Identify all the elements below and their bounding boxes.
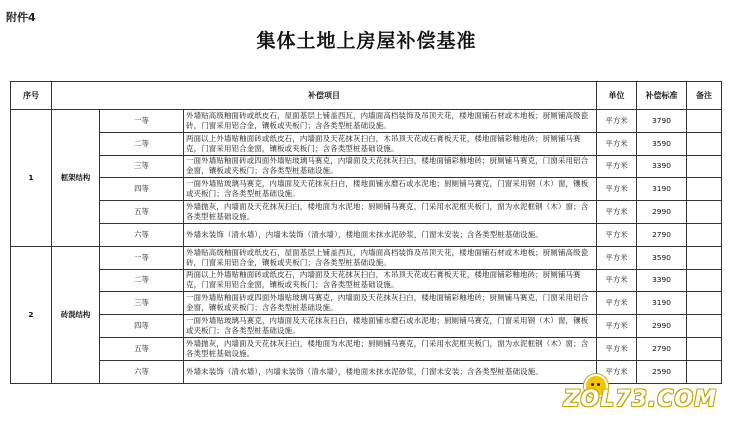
unit-cell: 平方米 xyxy=(597,110,637,133)
description-cell: 外墙未装饰（清水墙），内墙未装饰（清水墙），楼地面未抹水泥砂浆，门窗未安装；含各类型桩基础设施。 xyxy=(184,360,597,383)
unit-cell: 平方米 xyxy=(597,132,637,155)
table-row xyxy=(11,269,722,292)
table-row xyxy=(11,110,722,133)
description-cell: 两面以上外墙贴釉面砖或纸皮石，内墙面及天花抹灰扫白，木吊顶天花或石膏板天花，楼地面铺彩釉地砖；厨厕铺马赛克，门窗采用铝合金窗，镶板或夹板门；含各类型桩基础设施。 xyxy=(184,269,597,292)
unit-cell: 平方米 xyxy=(597,223,637,246)
watermark: ZOL73.COM xyxy=(563,387,717,412)
grade-cell: 二等 xyxy=(100,132,184,155)
note-cell xyxy=(687,292,722,315)
table-row xyxy=(11,360,722,383)
price-cell: 3590 xyxy=(637,246,687,269)
table-row xyxy=(11,292,722,315)
price-cell: 2790 xyxy=(637,337,687,360)
header-note: 备注 xyxy=(687,82,722,110)
note-cell xyxy=(687,223,722,246)
note-cell xyxy=(687,269,722,292)
unit-cell: 平方米 xyxy=(597,360,637,383)
header-seq: 序号 xyxy=(11,82,52,110)
price-cell: 2790 xyxy=(637,223,687,246)
grade-cell: 三等 xyxy=(100,155,184,178)
price-cell: 2990 xyxy=(637,201,687,224)
note-cell xyxy=(687,246,722,269)
unit-cell: 平方米 xyxy=(597,201,637,224)
grade-cell: 一等 xyxy=(100,246,184,269)
table-row xyxy=(11,132,722,155)
grade-cell: 一等 xyxy=(100,110,184,133)
table-row xyxy=(11,201,722,224)
unit-cell: 平方米 xyxy=(597,178,637,201)
note-cell xyxy=(687,315,722,338)
structure-type: 框架结构 xyxy=(52,110,100,247)
description-cell: 一面外墙贴玻璃马赛克，内墙面及天花抹灰扫白，楼地面铺水磨石或水泥地；厨厕铺马赛克，门窗采用钢（木）窗，镶板或夹板门；含各类型桩基础设施。 xyxy=(184,178,597,201)
description-cell: 一面外墙贴釉面砖或四面外墙贴玻璃马赛克，内墙面及天花抹灰扫白，楼地面铺彩釉地砖；厨厕铺马赛克，门窗采用铝合金窗，镶板或夹板门；含各类型桩基础设施。 xyxy=(184,292,597,315)
table-row xyxy=(11,155,722,178)
group-seq: 2 xyxy=(11,246,52,383)
grade-cell: 六等 xyxy=(100,223,184,246)
description-cell: 外墙抛灰，内墙面及天花抹灰扫白，楼地面为水泥地；厨厕铺马赛克，门采用水泥框夹板门，窗为水泥框钢（木）窗；含各类型桩基础设施。 xyxy=(184,201,597,224)
note-cell xyxy=(687,132,722,155)
note-cell xyxy=(687,110,722,133)
note-cell xyxy=(687,201,722,224)
price-cell: 3790 xyxy=(637,110,687,133)
unit-cell: 平方米 xyxy=(597,269,637,292)
unit-cell: 平方米 xyxy=(597,315,637,338)
table-row xyxy=(11,246,722,269)
table-header-row xyxy=(11,82,722,110)
table-row xyxy=(11,315,722,338)
grade-cell: 三等 xyxy=(100,292,184,315)
grade-cell: 四等 xyxy=(100,315,184,338)
note-cell xyxy=(687,155,722,178)
header-unit: 单位 xyxy=(597,82,637,110)
attachment-label: 附件4 xyxy=(6,11,36,24)
note-cell xyxy=(687,360,722,383)
unit-cell: 平方米 xyxy=(597,292,637,315)
page-title: 集体土地上房屋补偿基准 xyxy=(256,30,477,52)
description-cell: 一面外墙贴釉面砖或四面外墙贴玻璃马赛克，内墙面及天花抹灰扫白，楼地面铺彩釉地砖；厨厕铺马赛克，门窗采用铝合金窗，镶板或夹板门；含各类型桩基础设施。 xyxy=(184,155,597,178)
header-item: 补偿项目 xyxy=(52,82,597,110)
price-cell: 3390 xyxy=(637,155,687,178)
description-cell: 外墙未装饰（清水墙），内墙未装饰（清水墙），楼地面未抹水泥砂浆，门窗未安装；含各类型桩基础设施。 xyxy=(184,223,597,246)
unit-cell: 平方米 xyxy=(597,337,637,360)
price-cell: 3590 xyxy=(637,132,687,155)
unit-cell: 平方米 xyxy=(597,155,637,178)
description-cell: 一面外墙贴玻璃马赛克，内墙面及天花抹灰扫白，楼地面铺水磨石或水泥地；厨厕铺马赛克，门窗采用钢（木）窗，镶板或夹板门；含各类型桩基础设施。 xyxy=(184,315,597,338)
description-cell: 外墙贴高级釉面砖或纸皮石，屋面基层上铺盖西瓦，内墙面高档装饰及吊顶天花，楼地面铺石材或木地板；厨厕铺高级瓷砖，门窗采用铝合金，镶板或夹板门；含各类型桩基础设施。 xyxy=(184,246,597,269)
description-cell: 外墙贴高级釉面砖或纸皮石，屋面基层上铺盖西瓦，内墙面高档装饰及吊顶天花，楼地面铺石材或木地板；厨厕铺高级瓷砖，门窗采用铝合金，镶板或夹板门；含各类型桩基础设施。 xyxy=(184,110,597,133)
price-cell: 3190 xyxy=(637,178,687,201)
grade-cell: 五等 xyxy=(100,201,184,224)
table-row xyxy=(11,337,722,360)
note-cell xyxy=(687,337,722,360)
structure-type: 砖混结构 xyxy=(52,246,100,383)
table-row xyxy=(11,223,722,246)
note-cell xyxy=(687,178,722,201)
price-cell: 2590 xyxy=(637,360,687,383)
description-cell: 外墙抛灰，内墙面及天花抹灰扫白，楼地面为水泥地；厨厕铺马赛克，门采用水泥框夹板门，窗为水泥框钢（木）窗；含各类型桩基础设施。 xyxy=(184,337,597,360)
grade-cell: 二等 xyxy=(100,269,184,292)
description-cell: 两面以上外墙贴釉面砖或纸皮石，内墙面及天花抹灰扫白，木吊顶天花或石膏板天花，楼地面铺彩釉地砖；厨厕铺马赛克，门窗采用铝合金窗，镶板或夹板门；含各类型桩基础设施。 xyxy=(184,132,597,155)
table-row xyxy=(11,178,722,201)
header-price: 补偿标准 xyxy=(637,82,687,110)
unit-cell: 平方米 xyxy=(597,246,637,269)
group-seq: 1 xyxy=(11,110,52,247)
grade-cell: 六等 xyxy=(100,360,184,383)
grade-cell: 五等 xyxy=(100,337,184,360)
price-cell: 3190 xyxy=(637,292,687,315)
table-body xyxy=(11,110,722,384)
price-cell: 3390 xyxy=(637,269,687,292)
price-cell: 2990 xyxy=(637,315,687,338)
compensation-table xyxy=(10,81,722,384)
grade-cell: 四等 xyxy=(100,178,184,201)
